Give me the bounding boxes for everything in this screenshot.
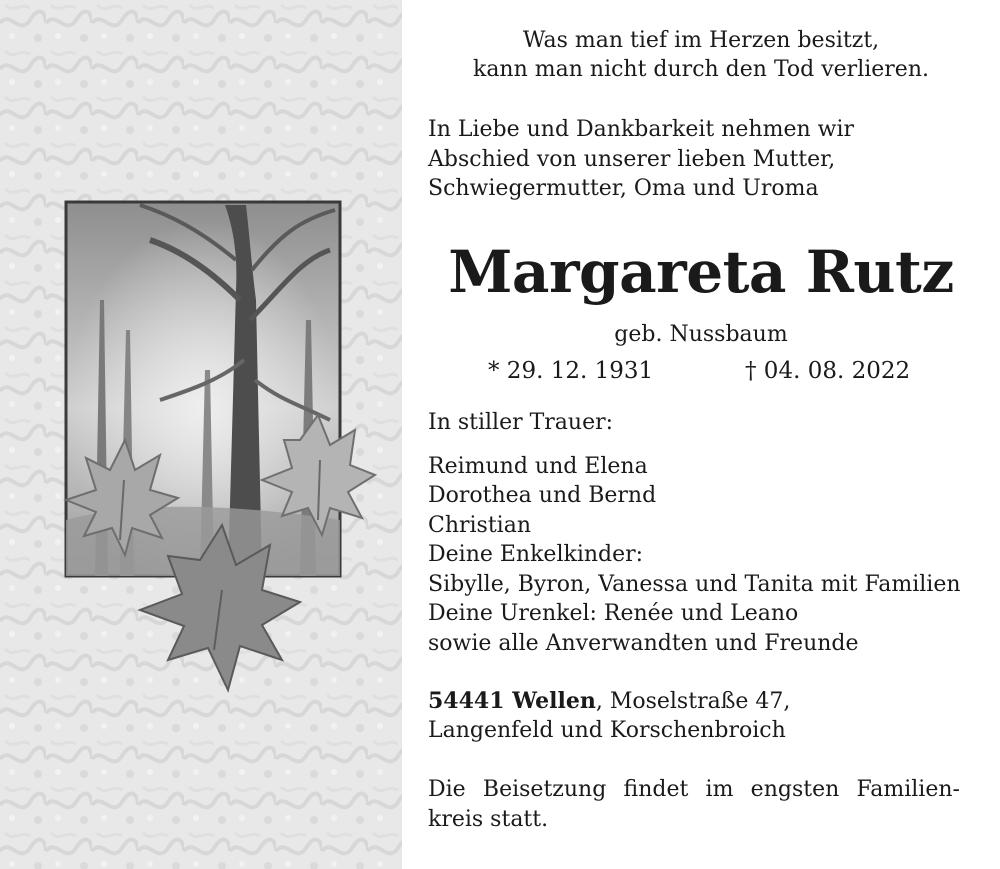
intro-line-3: Schwiegermutter, Oma und Uroma bbox=[428, 176, 819, 201]
funeral-word: engsten bbox=[750, 777, 840, 802]
obituary-text bbox=[402, 0, 1000, 869]
funeral-word: Beisetzung bbox=[482, 777, 607, 802]
funeral-line-1 bbox=[428, 775, 960, 805]
mourner-line: Deine Urenkel: Renée und Leano bbox=[428, 601, 799, 626]
address-line-2: Langenfeld und Korschenbroich bbox=[428, 718, 786, 743]
mourner-line: Sibylle, Byron, Vanessa und Tanita mit Familien bbox=[428, 572, 961, 597]
funeral-word: Die bbox=[428, 777, 466, 802]
motto-line-1: Was man tief im Herzen besitzt, bbox=[522, 28, 880, 53]
funeral-word: Familien- bbox=[856, 777, 960, 802]
death-date: † 04. 08. 2022 bbox=[745, 358, 911, 384]
mourner-line: Christian bbox=[428, 513, 532, 538]
funeral-word: im bbox=[705, 777, 734, 802]
mourner-line: sowie alle Anverwandten und Freunde bbox=[428, 631, 859, 656]
intro-line-2: Abschied von unserer lieben Mutter, bbox=[428, 147, 836, 172]
address-line-1 bbox=[428, 687, 790, 717]
memorial-image-panel bbox=[0, 0, 402, 869]
funeral-line-2: kreis statt. bbox=[428, 807, 549, 832]
street: , Moselstraße 47, bbox=[595, 689, 791, 714]
maiden-name: geb. Nussbaum bbox=[614, 322, 788, 347]
deceased-name: Margareta Rutz bbox=[448, 238, 954, 306]
mourner-line: Reimund und Elena bbox=[428, 454, 648, 479]
mourner-line: Deine Enkelkinder: bbox=[428, 542, 644, 567]
intro-line-1: In Liebe und Dankbarkeit nehmen wir bbox=[428, 117, 855, 142]
mourning-heading: In stiller Trauer: bbox=[428, 410, 614, 435]
mourner-line: Dorothea und Bernd bbox=[428, 483, 657, 508]
birth-date: * 29. 12. 1931 bbox=[488, 358, 654, 384]
forest-leaves-illustration bbox=[0, 0, 402, 869]
motto-line-2: kann man nicht durch den Tod verlieren. bbox=[472, 57, 929, 82]
funeral-word: findet bbox=[623, 777, 689, 802]
postcode-city: 54441 Wellen bbox=[428, 688, 596, 714]
